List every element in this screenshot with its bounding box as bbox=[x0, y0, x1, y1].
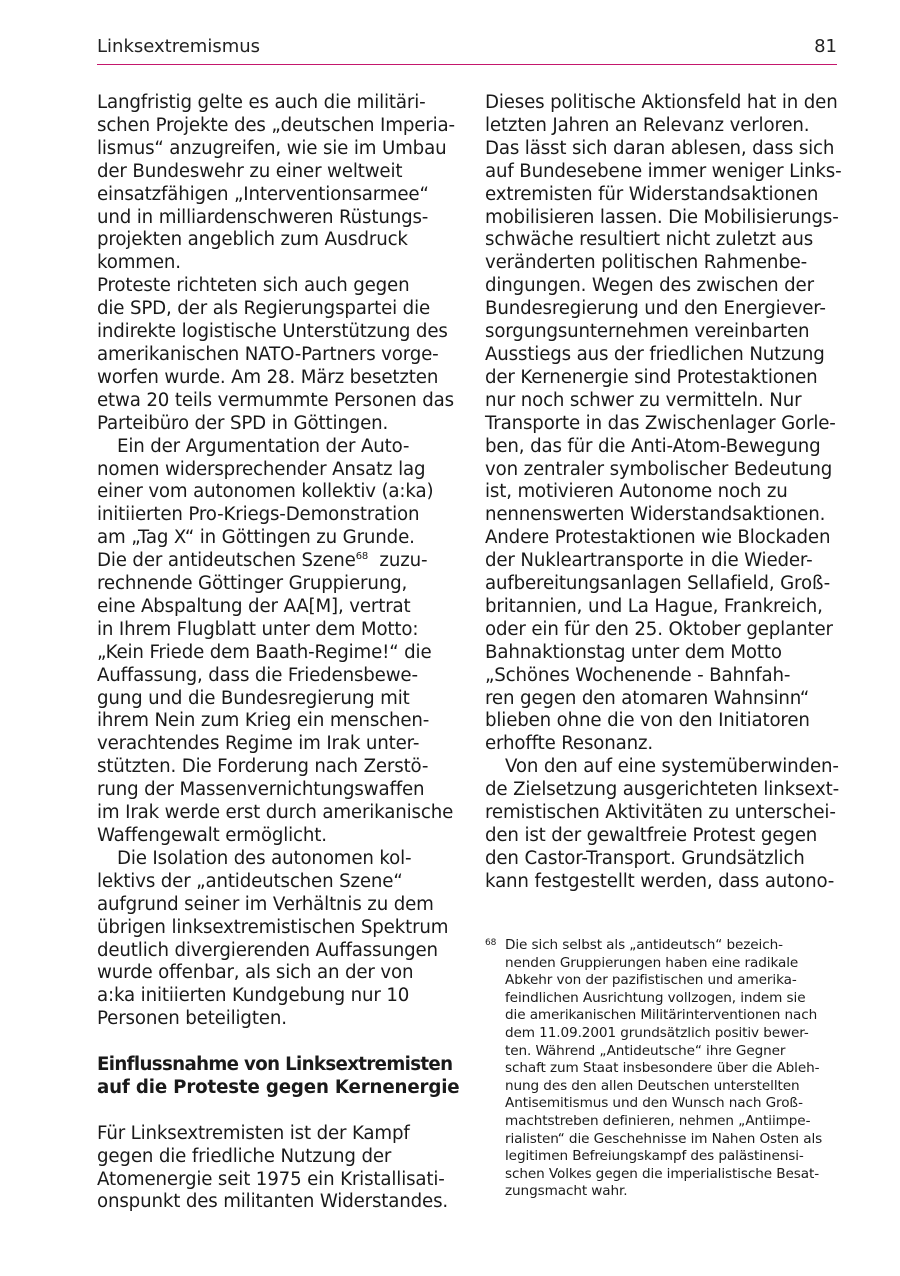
page-number: 81 bbox=[814, 36, 837, 57]
text-line: kommen. bbox=[97, 252, 181, 274]
footnote-line: rialisten“ die Geschehnisse im Nahen Osten als bbox=[505, 1130, 823, 1147]
running-header bbox=[97, 34, 837, 65]
footnote-line: zungsmacht wahr. bbox=[505, 1183, 628, 1200]
text-line: worfen wurde. Am 28. März besetzten bbox=[97, 366, 439, 388]
text-fragment: Die der antideutschen Szene bbox=[97, 550, 356, 572]
footnote-line: die amerikanischen Militärinterventionen nach bbox=[505, 1007, 818, 1024]
text-line: Die Isolation des autonomen kol- bbox=[117, 847, 412, 869]
text-line: den Castor-Transport. Grundsätzlich bbox=[485, 847, 805, 869]
text-line: Transporte in das Zwischenlager Gorle- bbox=[485, 412, 836, 434]
text-line: Für Linksextremisten ist der Kampf bbox=[97, 1122, 410, 1144]
footnote-line: Die sich selbst als „antideutsch“ bezeich- bbox=[505, 937, 783, 953]
right-column bbox=[485, 92, 840, 894]
text-line: am „Tag X“ in Göttingen zu Grunde. bbox=[97, 527, 415, 549]
text-line: mobilisieren lassen. Die Mobilisierungs- bbox=[485, 206, 839, 228]
text-line: auf Bundesebene immer weniger Links- bbox=[485, 160, 842, 182]
text-line: die SPD, der als Regierungspartei die bbox=[97, 298, 431, 320]
text-line: Proteste richteten sich auch gegen bbox=[97, 275, 410, 297]
text-line: lektivs der „antideutschen Szene“ bbox=[97, 870, 403, 892]
footnote-number: 68 bbox=[485, 938, 497, 948]
text-line: sorgungsunternehmen vereinbarten bbox=[485, 321, 810, 343]
text-line: Das lässt sich daran ablesen, dass sich bbox=[485, 137, 835, 159]
text-line: Auffassung, dass die Friedensbewe- bbox=[97, 664, 418, 686]
section-heading: Einflussnahme von Linksextremisten bbox=[97, 1054, 453, 1076]
text-line: einer vom autonomen kollektiv (a:ka) bbox=[97, 481, 434, 503]
text-line: Andere Protestaktionen wie Blockaden bbox=[485, 527, 831, 549]
footnote-line: schen Volkes gegen die imperialistische Besat- bbox=[505, 1165, 820, 1182]
text-line: übrigen linksextremistischen Spektrum bbox=[97, 916, 449, 938]
text-line: lismus“ anzugreifen, wie sie im Umbau bbox=[97, 137, 447, 159]
text-line: projekten angeblich zum Ausdruck bbox=[97, 229, 408, 251]
spacer bbox=[97, 1100, 452, 1123]
text-line: rung der Massenvernichtungswaffen bbox=[97, 779, 425, 801]
text-line: oder ein für den 25. Oktober geplanter bbox=[485, 618, 833, 640]
footnote-text bbox=[505, 937, 845, 1201]
text-line: ren gegen den atomaren Wahnsinn“ bbox=[485, 687, 810, 709]
text-line: Atomenergie seit 1975 ein Kristallisati- bbox=[97, 1168, 445, 1190]
text-line: dingungen. Wegen des zwischen der bbox=[485, 275, 814, 297]
footnote-reference: 68 bbox=[355, 551, 369, 563]
text-line: ihrem Nein zum Krieg ein menschen- bbox=[97, 710, 430, 732]
text-line: aufbereitungsanlagen Sellafield, Groß- bbox=[485, 573, 830, 595]
footnote-line: ten. Während „Antideutsche“ ihre Gegner bbox=[505, 1042, 786, 1059]
text-line: stützten. Die Forderung nach Zerstö- bbox=[97, 756, 429, 778]
footnote-line: Abkehr von der pazifistischen und amerika- bbox=[505, 972, 797, 989]
footnote-line: nenden Gruppierungen haben eine radikale bbox=[505, 954, 799, 971]
text-line: Ausstiegs aus der friedlichen Nutzung bbox=[485, 343, 825, 365]
text-line: a:ka initiierten Kundgebung nur 10 bbox=[97, 985, 410, 1007]
text-line: eine Abspaltung der AA[M], vertrat bbox=[97, 595, 411, 617]
text-line: Langfristig gelte es auch die militäri- bbox=[97, 92, 426, 113]
text-line: ist, motivieren Autonome noch zu bbox=[485, 481, 788, 503]
running-title: Linksextremismus bbox=[97, 36, 261, 57]
text-line: Dieses politische Aktionsfeld hat in den bbox=[485, 92, 838, 113]
footnote-line: schaft zum Staat insbesondere über die Ableh- bbox=[505, 1060, 820, 1077]
text-line: initiierten Pro-Kriegs-Demonstration bbox=[97, 504, 420, 526]
text-line: den ist der gewaltfreie Protest gegen bbox=[485, 825, 818, 846]
text-line: indirekte logistische Unterstützung des bbox=[97, 321, 448, 343]
text-line: blieben ohne die von den Initiatoren bbox=[485, 710, 810, 732]
text-line: Parteibüro der SPD in Göttingen. bbox=[97, 412, 389, 434]
text-line: der Bundeswehr zu einer weltweit bbox=[97, 160, 403, 182]
text-line: letzten Jahren an Relevanz verloren. bbox=[485, 114, 810, 136]
footnote-line: machtstreben definieren, nehmen „Antiimpe- bbox=[505, 1112, 811, 1129]
text-line: schwäche resultiert nicht zuletzt aus bbox=[485, 229, 814, 251]
footnote-line: Antisemitismus und den Wunsch nach Groß- bbox=[505, 1095, 803, 1112]
text-line: Ein der Argumentation der Auto- bbox=[117, 435, 410, 457]
text-line: gung und die Bundesregierung mit bbox=[97, 687, 410, 709]
text-line: wurde offenbar, als sich an der von bbox=[97, 962, 414, 984]
text-line: rechnende Göttinger Gruppierung, bbox=[97, 573, 408, 595]
text-line: schen Projekte des „deutschen Imperia- bbox=[97, 114, 455, 136]
footnote-line: dem 11.09.2001 grundsätzlich positiv bewer- bbox=[505, 1024, 809, 1041]
text-line: „Schönes Wochenende - Bahnfah- bbox=[485, 664, 791, 686]
text-line: kann festgestellt werden, dass autono- bbox=[485, 870, 835, 892]
text-line: gegen die friedliche Nutzung der bbox=[97, 1145, 392, 1167]
text-line: Personen beteiligten. bbox=[97, 1008, 287, 1030]
text-line: erhoffte Resonanz. bbox=[485, 733, 654, 755]
text-line: Bahnaktionstag unter dem Motto bbox=[485, 641, 782, 663]
text-fragment: zuzu- bbox=[379, 550, 428, 572]
text-line: Waffengewalt ermöglicht. bbox=[97, 825, 327, 846]
text-line: amerikanischen NATO-Partners vorge- bbox=[97, 343, 439, 365]
footnote-line: legitimen Befreiungskampf des palästinensi- bbox=[505, 1148, 804, 1165]
footnote-line: feindlichen Ausrichtung vollzogen, indem sie bbox=[505, 989, 806, 1006]
text-line: „Kein Friede dem Baath-Regime!“ die bbox=[97, 641, 432, 663]
text-line: etwa 20 teils vermummte Personen das bbox=[97, 389, 454, 411]
text-line: ben, das für die Anti-Atom-Bewegung bbox=[485, 435, 821, 457]
text-line: onspunkt des militanten Widerstandes. bbox=[97, 1191, 449, 1213]
text-line: remistischen Aktivitäten zu unterschei- bbox=[485, 802, 836, 824]
spacer bbox=[97, 1031, 452, 1054]
text-line: extremisten für Widerstandsaktionen bbox=[485, 183, 819, 205]
text-line: nur noch schwer zu vermitteln. Nur bbox=[485, 389, 802, 411]
section-heading: auf die Proteste gegen Kernenergie bbox=[97, 1076, 460, 1098]
text-line-with-footnote bbox=[97, 550, 452, 573]
footnote-line: nung des den allen Deutschen unterstellten bbox=[505, 1077, 800, 1094]
text-line: in Ihrem Flugblatt unter dem Motto: bbox=[97, 618, 419, 640]
text-line: verachtendes Regime im Irak unter- bbox=[97, 733, 420, 755]
text-line: einsatzfähigen „Interventionsarmee“ bbox=[97, 183, 429, 205]
text-line: von zentraler symbolischer Bedeutung bbox=[485, 458, 833, 480]
text-line: aufgrund seiner im Verhältnis zu dem bbox=[97, 893, 434, 915]
text-line: Bundesregierung und den Energiever- bbox=[485, 298, 826, 320]
text-line: im Irak werde erst durch amerikanische bbox=[97, 802, 454, 824]
text-line: de Zielsetzung ausgerichteten linksext- bbox=[485, 779, 840, 801]
text-line: und in milliardenschweren Rüstungs- bbox=[97, 206, 429, 228]
text-line: nennenswerten Widerstandsaktionen. bbox=[485, 504, 826, 526]
text-line: nomen widersprechender Ansatz lag bbox=[97, 458, 426, 480]
text-line: deutlich divergierenden Auffassungen bbox=[97, 939, 438, 961]
text-line: der Kernenergie sind Protestaktionen bbox=[485, 366, 818, 388]
left-column bbox=[97, 92, 460, 1214]
text-line: veränderten politischen Rahmenbe- bbox=[485, 252, 808, 274]
text-line: britannien, und La Hague, Frankreich, bbox=[485, 595, 823, 617]
text-line: Von den auf eine systemüberwinden- bbox=[505, 756, 839, 778]
text-line: der Nukleartransporte in die Wieder- bbox=[485, 550, 813, 572]
